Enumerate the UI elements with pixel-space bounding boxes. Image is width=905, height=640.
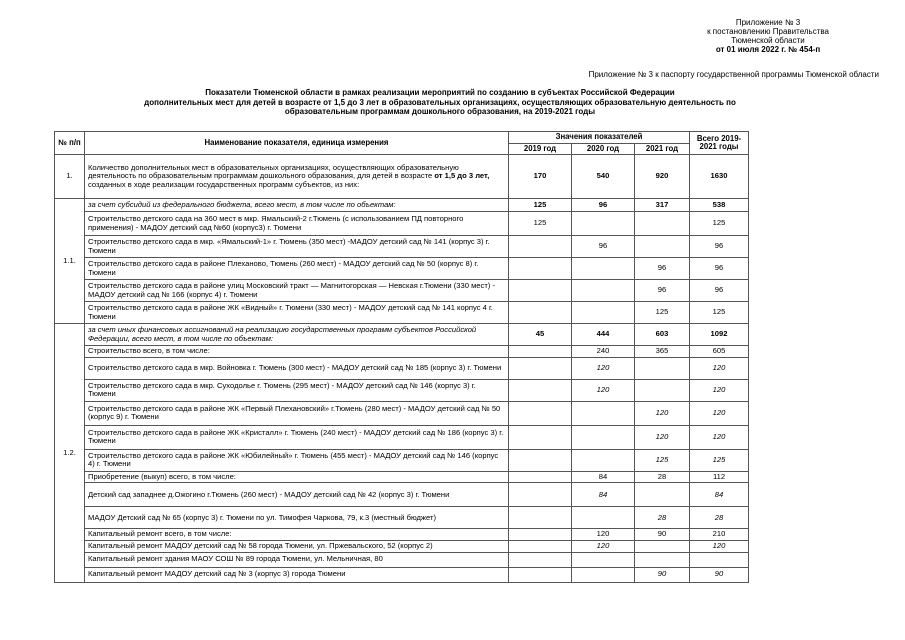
row-total: 112	[690, 471, 749, 483]
row-2021: 125	[635, 302, 690, 324]
table-row	[55, 507, 749, 529]
row-2021: 96	[635, 258, 690, 280]
row-name: за счет иных финансовых ассигнований на реализацию государственных программ субъектов Российской Федерации, всего мест, в том числе по объектам:	[85, 324, 509, 346]
row-2019	[509, 529, 572, 541]
row-2020	[572, 425, 635, 449]
table-header-row	[55, 132, 749, 144]
row-2019: 125	[509, 212, 572, 236]
row-total: 125	[690, 302, 749, 324]
row-2020: 120	[572, 529, 635, 541]
title-line3: образовательным программам дошкольного образования, на 2019-2021 годы	[284, 107, 596, 116]
row-2021	[635, 379, 690, 401]
row-name: Детский сад западнее д.Ожогино г.Тюмень (260 мест) - МАДОУ детский сад № 42 (корпус 3) г. Тюмени	[85, 483, 509, 507]
col-values-header: Значения показателей	[509, 132, 690, 144]
row-2021	[635, 236, 690, 258]
row-name: Количество дополнительных мест в образовательных организациях, осуществляющих образовательную деятельность по образовательным программам дошкольного образования, для детей в возрасте от 1,5 до 3 лет, созданных в ходе реализации государственных программ субъектов, из них:	[85, 155, 509, 199]
table-row	[55, 357, 749, 379]
row-total: 120	[690, 357, 749, 379]
row-2020	[572, 302, 635, 324]
row-total: 210	[690, 529, 749, 541]
row-num: 1.	[55, 155, 85, 199]
row-2020: 96	[572, 236, 635, 258]
row-2021: 920	[635, 155, 690, 199]
row-2019: 125	[509, 199, 572, 212]
table-row	[55, 302, 749, 324]
row-name: Строительство детского сада в мкр. «Ямальский-1» г. Тюмень (350 мест) -МАДОУ детский сад № 141 (корпус 3) г. Тюмени	[85, 236, 509, 258]
row-name: Строительство детского сада в районе ЖК «Юбилейный» г. Тюмень (455 мест) - МАДОУ детский сад № 146 (корпус 4) г. Тюмени	[85, 449, 509, 471]
col-2021-header: 2021 год	[635, 143, 690, 155]
title-line1: Показатели Тюменской области в рамках реализации мероприятий по созданию в субъектах Российской Федерации	[205, 88, 675, 97]
row-total: 28	[690, 507, 749, 529]
row-name: Строительство детского сада в районе ЖК «Первый Плехановский» г.Тюмень (280 мест) - МАДОУ детский сад № 50 (корпус 9) г. Тюмени	[85, 401, 509, 425]
row-2020	[572, 507, 635, 529]
table-row	[55, 529, 749, 541]
indicators-table	[54, 131, 749, 583]
header-line2: к постановлению Правительства	[707, 27, 829, 36]
table-row	[55, 346, 749, 358]
table-row	[55, 425, 749, 449]
row-2021: 603	[635, 324, 690, 346]
row-2021: 90	[635, 567, 690, 582]
table-row	[55, 199, 749, 212]
row-2019	[509, 357, 572, 379]
row-2020: 240	[572, 346, 635, 358]
row-name: Строительство детского сада в районе улиц Московский тракт — Магнитогорская — Невская г.Тюмени (330 мест) - МАДОУ детский сад № 166 (корпус 4) г. Тюмени	[85, 280, 509, 302]
group-num: 1.2.	[55, 324, 85, 582]
row-total: 605	[690, 346, 749, 358]
col-2020-header: 2020 год	[572, 143, 635, 155]
row-2021: 28	[635, 471, 690, 483]
row-total: 125	[690, 449, 749, 471]
table-row	[55, 401, 749, 425]
row-name: МАДОУ Детский сад № 65 (корпус 3) г. Тюмени по ул. Тимофея Чаркова, 79, к.3 (местный бюджет)	[85, 507, 509, 529]
row-name: Капитальный ремонт здания МАОУ СОШ № 89 города Тюмени, ул. Мельничная, 80	[85, 552, 509, 567]
row-2019	[509, 552, 572, 567]
row-2021: 365	[635, 346, 690, 358]
row-total: 120	[690, 401, 749, 425]
row-name: Строительство детского сада в районе Плеханово, Тюмень (260 мест) - МАДОУ детский сад № 50 (корпус 8) г. Тюмени	[85, 258, 509, 280]
row-name: Строительство детского сада в районе ЖК «Кристалл» г. Тюмень (240 мест) - МАДОУ детский сад № 186 (корпус 3) г. Тюмени	[85, 425, 509, 449]
row-2020	[572, 567, 635, 582]
row-total: 84	[690, 483, 749, 507]
row-2019	[509, 258, 572, 280]
row-total: 538	[690, 199, 749, 212]
row-2019	[509, 540, 572, 552]
table-row	[55, 212, 749, 236]
document-title	[40, 88, 840, 117]
row-name: Строительство детского сада на 360 мест в мкр. Ямальский-2 г.Тюмень (с использованием ПД повторного применения) - МАДОУ детский сад №60 (корпус3) г. Тюмени	[85, 212, 509, 236]
col-2019-header: 2019 год	[509, 143, 572, 155]
row-2021: 120	[635, 401, 690, 425]
row-name: Строительство детского сада в районе ЖК «Видный» г. Тюмени (330 мест) - МАДОУ детский сад № 141 корпус 4 г. Тюмени	[85, 302, 509, 324]
table-row	[55, 449, 749, 471]
row-name: Капитальный ремонт МАДОУ детский сад № 3 (корпус 3) города Тюмени	[85, 567, 509, 582]
row-2020	[572, 212, 635, 236]
row-2020: 540	[572, 155, 635, 199]
row-name: Строительство детского сада в мкр. Войновка г. Тюмень (300 мест) - МАДОУ детский сад № 185 (корпус 3) г. Тюмени	[85, 357, 509, 379]
row-2020	[572, 258, 635, 280]
row-2019	[509, 425, 572, 449]
row-2019	[509, 346, 572, 358]
row-2020	[572, 449, 635, 471]
row-name: Строительство детского сада в мкр. Суходолье г. Тюмень (295 мест) - МАДОУ детский сад № 146 (корпус 3) г. Тюмени	[85, 379, 509, 401]
row-total: 90	[690, 567, 749, 582]
row-2021	[635, 212, 690, 236]
row-total: 1630	[690, 155, 749, 199]
row-2021: 90	[635, 529, 690, 541]
row-total: 96	[690, 236, 749, 258]
row-2021	[635, 483, 690, 507]
row-2021: 120	[635, 425, 690, 449]
header-line3: Тюменской области	[731, 36, 805, 45]
row-2019	[509, 471, 572, 483]
row-2020: 120	[572, 540, 635, 552]
table-row	[55, 379, 749, 401]
group-num: 1.1.	[55, 199, 85, 324]
row-name: Капитальный ремонт МАДОУ детский сад № 58 города Тюмени, ул. Пржевальского, 52 (корпус 2)	[85, 540, 509, 552]
subheader: Приложение № 3 к паспорту государственной программы Тюменской области	[588, 70, 879, 79]
table-row	[55, 236, 749, 258]
row-total: 96	[690, 258, 749, 280]
row-2019	[509, 449, 572, 471]
table-row	[55, 483, 749, 507]
table-row	[55, 280, 749, 302]
header-line1: Приложение № 3	[735, 18, 801, 27]
row-2019	[509, 280, 572, 302]
row-2019: 170	[509, 155, 572, 199]
col-name-header: Наименование показателя, единица измерения	[85, 132, 509, 155]
row-2021: 317	[635, 199, 690, 212]
row-name: за счет субсидий из федерального бюджета, всего мест, в том числе по объектам:	[85, 199, 509, 212]
row-2020: 84	[572, 483, 635, 507]
row-2019	[509, 401, 572, 425]
row-2020	[572, 401, 635, 425]
row-2020: 84	[572, 471, 635, 483]
row-total: 1092	[690, 324, 749, 346]
row-total	[690, 552, 749, 567]
row-name: Капитальный ремонт всего, в том числе:	[85, 529, 509, 541]
appendix-header	[707, 18, 829, 54]
row-total: 96	[690, 280, 749, 302]
row-total: 120	[690, 540, 749, 552]
row-2021	[635, 552, 690, 567]
col-total-header: Всего 2019-2021 годы	[690, 132, 749, 155]
row-2020: 120	[572, 357, 635, 379]
row-2019	[509, 567, 572, 582]
row-total: 120	[690, 425, 749, 449]
row-2021	[635, 357, 690, 379]
table-row	[55, 324, 749, 346]
row-2021	[635, 540, 690, 552]
row-2019	[509, 483, 572, 507]
row-2020	[572, 552, 635, 567]
row-2020: 120	[572, 379, 635, 401]
row-2020: 444	[572, 324, 635, 346]
row-2020	[572, 280, 635, 302]
row-2019	[509, 236, 572, 258]
row-name: Приобретение (выкуп) всего, в том числе:	[85, 471, 509, 483]
row-2019	[509, 302, 572, 324]
table-row	[55, 471, 749, 483]
row-2019	[509, 379, 572, 401]
table-row	[55, 258, 749, 280]
table-row	[55, 552, 749, 567]
row-2021: 125	[635, 449, 690, 471]
table-row	[55, 540, 749, 552]
col-num-header: № п/п	[55, 132, 85, 155]
row-2020: 96	[572, 199, 635, 212]
header-line4: от 01 июля 2022 г. № 454-п	[715, 45, 821, 54]
row-2021: 96	[635, 280, 690, 302]
table-row	[55, 567, 749, 582]
table-row	[55, 155, 749, 199]
row-name: Строительство всего, в том числе:	[85, 346, 509, 358]
row-2019: 45	[509, 324, 572, 346]
row-2019	[509, 507, 572, 529]
row-2021: 28	[635, 507, 690, 529]
row-total: 120	[690, 379, 749, 401]
title-line2: дополнительных мест для детей в возрасте от 1,5 до 3 лет в образовательных организациях, осуществляющих образовательную деятельность по	[144, 97, 736, 107]
row-total: 125	[690, 212, 749, 236]
